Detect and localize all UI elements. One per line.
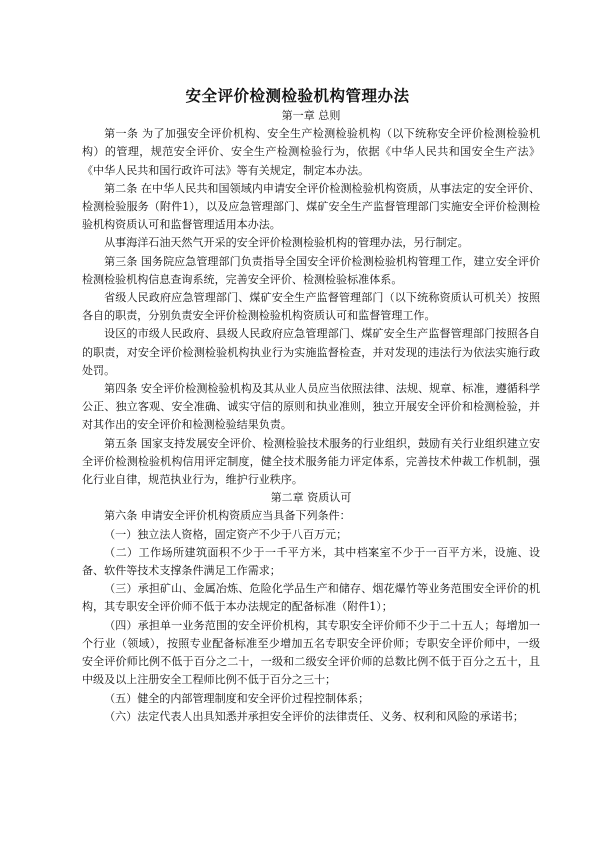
list-item-4: （四）承担单一业务范围的安全评价机构，其专职安全评价师不少于二十五人；每增加一个行业（领域），按照专业配备标准至少增加五名专职安全评价师；专职安全评价师中，一级安全评价师比例不低于百分之二十，一级和二级安全评价师的总数比例不低于百分之五十，且中级及以上注册安全工程师比例不低于百分之三十； [82,618,540,687]
list-item-3: （三）承担矿山、金属冶炼、危险化学品生产和储存、烟花爆竹等业务范围安全评价的机构，其专职安全评价师不低于本办法规定的配备标准（附件1）； [82,582,540,614]
article-3: 第三条 国务院应急管理部门负责指导全国安全评价检测检验机构管理工作，建立安全评价检测检验机构信息查询系统，完善安全评价、检测检验标准体系。 [82,254,540,286]
article-2-paragraph-2: 从事海洋石油天然气开采的安全评价检测检验机构的管理办法，另行制定。 [104,236,469,250]
chapter-heading-1: 第一章 总则 [281,109,341,122]
article-5: 第五条 国家支持发展安全评价、检测检验技术服务的行业组织，鼓励有关行业组织建立安全评价检测检验机构信用评定制度，健全技术服务能力评定体系，完善技术仲裁工作机制，强化行业自律，规范执业行为，维护行业秩序。 [82,436,540,487]
article-6: 第六条 申请安全评价机构资质应当具备下列条件： [104,509,351,523]
chapter-heading-2: 第二章 资质认可 [270,491,352,505]
article-4: 第四条 安全评价检测检验机构及其从业人员应当依照法律、法规、规章、标准，遵循科学公正、独立客观、安全准确、诚实守信的原则和执业准则，独立开展安全评价和检测检验，并对其作出的安全评价和检测检验结果负责。 [82,382,540,432]
list-item-1: （一）独立法人资格，固定资产不少于八百万元； [104,527,348,541]
document-title: 安全评价检测检验机构管理办法 [185,87,410,105]
list-item-5: （五）健全的内部管理制度和安全评价过程控制体系； [104,691,370,705]
article-2: 第二条 在中华人民共和国领域内申请安全评价检测检验机构资质，从事法定的安全评价、检测检验服务（附件1），以及应急管理部门、煤矿安全生产监督管理部门实施安全评价检测检验机构资质认可和监督管理适用本办法。 [82,181,540,232]
article-3-paragraph-2: 省级人民政府应急管理部门、煤矿安全生产监督管理部门（以下统称资质认可机关）按照各自的职责，分别负责安全评价检测检验机构资质认可和监督管理工作。 [82,291,540,323]
article-3-paragraph-3: 设区的市级人民政府、县级人民政府应急管理部门、煤矿安全生产监督管理部门按照各自的职责，对安全评价检测检验机构执业行为实施监督检查，并对发现的违法行为依法实施行政处罚。 [82,327,540,377]
list-item-6: （六）法定代表人出具知悉并承担安全评价的法律责任、义务、权利和风险的承诺书； [104,709,524,723]
document-body [82,107,540,726]
article-1: 第一条 为了加强安全评价机构、安全生产检测检验机构（以下统称安全评价检测检验机构）的管理，规范安全评价、安全生产检测检验行为，依据《中华人民共和国安全生产法》《中华人民共和国行政许可法》等有关规定，制定本办法。 [82,127,540,177]
list-item-2: （二）工作场所建筑面积不少于一千平方米，其中档案室不少于一百平方米，设施、设备、软件等技术支撑条件满足工作需求； [82,545,540,578]
